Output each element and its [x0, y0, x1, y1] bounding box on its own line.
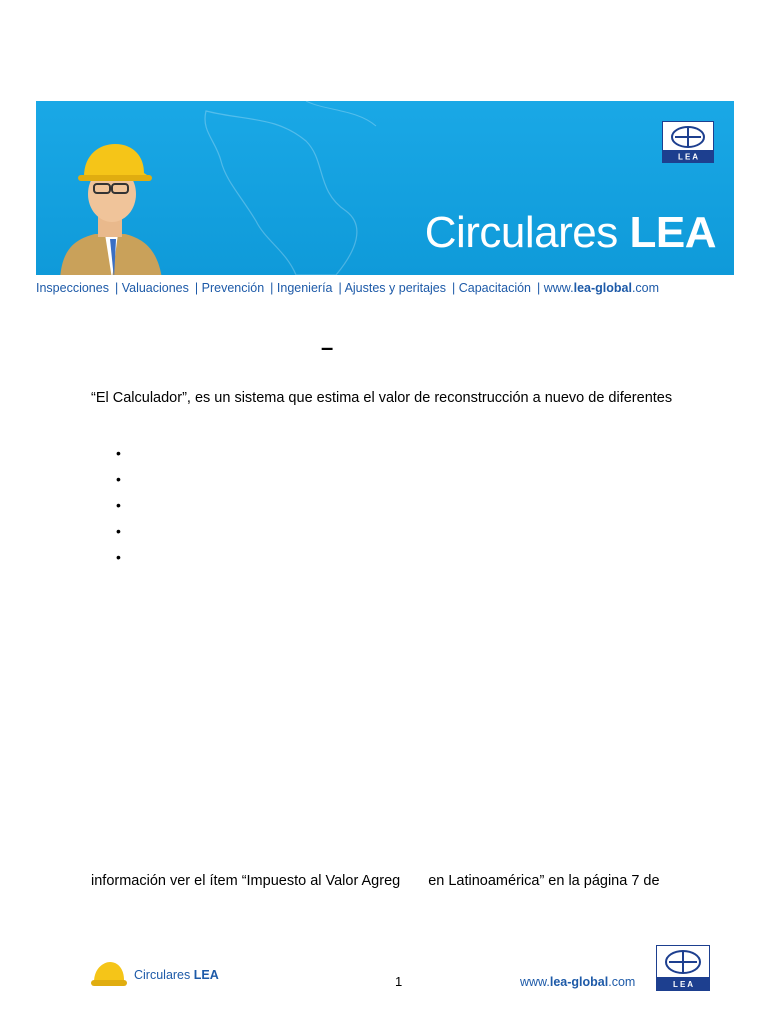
nav-website-link[interactable]: www.lea-global.com: [543, 281, 660, 295]
banner-title-bold: LEA: [629, 208, 716, 257]
footer-logo-letters: L E A: [672, 980, 694, 989]
banner-title-light: Circulares: [424, 208, 630, 257]
worker-illustration: [50, 139, 170, 275]
info-paragraph-part-a: información ver el ítem “Impuesto al Valor Agreg: [91, 873, 401, 889]
services-nav: [36, 281, 756, 299]
footer-brand-block: [90, 960, 219, 990]
map-illustration: [186, 101, 446, 275]
list-item: •: [116, 549, 121, 565]
logo-letters: L E A: [677, 152, 699, 162]
nav-separator: |: [270, 281, 274, 295]
bullet-list: [116, 440, 121, 570]
nav-item-ajustes[interactable]: Ajustes y peritajes: [344, 281, 446, 295]
nav-item-prevencion[interactable]: Prevención: [201, 281, 265, 295]
lea-logo: [662, 121, 714, 163]
heading-dash: –: [321, 335, 334, 360]
list-item: •: [116, 445, 121, 461]
page-number: 1: [395, 974, 403, 989]
nav-item-capacitacion[interactable]: Capacitación: [458, 281, 531, 295]
nav-separator: |: [452, 281, 456, 295]
footer-lea-logo: [656, 945, 710, 991]
nav-separator: |: [114, 281, 119, 295]
footer-brand-name: Circulares LEA: [134, 968, 219, 982]
nav-separator: |: [537, 281, 541, 295]
nav-item-ingenieria[interactable]: Ingeniería: [276, 281, 333, 295]
list-item: •: [116, 523, 121, 539]
list-item: •: [116, 497, 121, 513]
helmet-icon: [90, 960, 128, 990]
banner-title: [424, 208, 716, 257]
nav-item-inspecciones[interactable]: Inspecciones: [36, 281, 109, 295]
header-banner: [36, 101, 734, 275]
info-paragraph-part-b: en Latinoamérica” en la página 7 de: [428, 873, 660, 889]
nav-separator: |: [194, 281, 199, 295]
info-paragraph: [91, 873, 660, 889]
footer-website-link[interactable]: www.lea-global.com: [520, 975, 636, 989]
list-item: •: [116, 471, 121, 487]
nav-separator: |: [338, 281, 342, 295]
intro-paragraph: “El Calculador”, es un sistema que estima el valor de reconstrucción a nuevo de diferentes: [91, 390, 673, 406]
nav-item-valuaciones[interactable]: Valuaciones: [121, 281, 189, 295]
